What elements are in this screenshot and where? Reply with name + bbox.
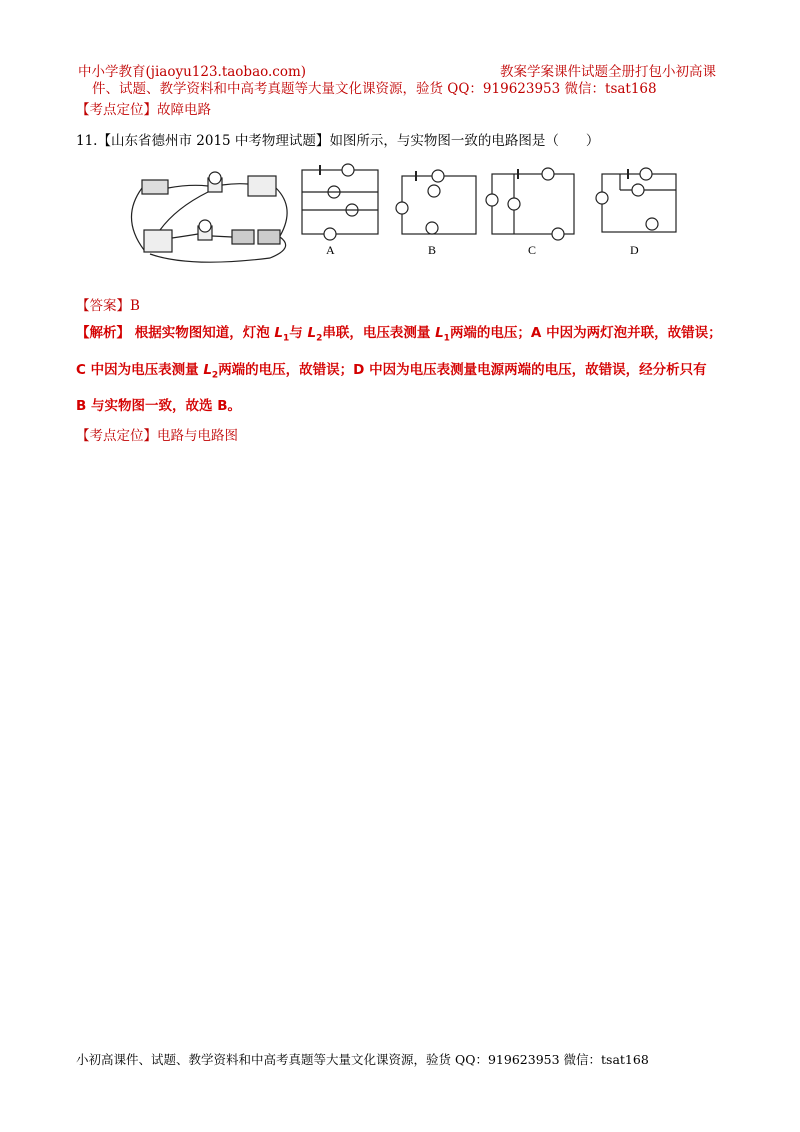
- circuit-option-c: [486, 168, 574, 240]
- page-footer: 小初高课件、试题、教学资料和中高考真题等大量文化课资源，验货 QQ：919623953 微信：tsat168: [76, 1052, 649, 1067]
- header-left: 中小学教育(jiaoyu123.taobao.com): [78, 64, 307, 80]
- circuit-option-a: [302, 164, 378, 240]
- symbol-l2-b-sub: 2: [211, 370, 219, 381]
- analysis-line-3: [76, 391, 730, 422]
- symbol-l1-b: L: [435, 325, 444, 341]
- question-source: 【山东省德州市 2015 中考物理试题】: [97, 133, 330, 149]
- prev-topic-text: 故障电路: [157, 102, 211, 118]
- answer-tag: 【答案】: [76, 298, 130, 314]
- prev-topic-tag: 【考点定位】: [76, 102, 157, 118]
- option-d-label: D: [630, 243, 639, 257]
- topic-tag: 【考点定位】: [76, 428, 157, 444]
- circuit-option-d: [596, 168, 676, 232]
- symbol-l2-sub: 2: [316, 333, 323, 344]
- symbol-l2-b: L: [203, 361, 212, 378]
- question-stem: 如图所示，与实物图一致的电路图是（ ）: [329, 133, 600, 149]
- analysis-text-2: 与: [289, 325, 308, 341]
- analysis-line-2: [76, 355, 730, 392]
- question-line: [76, 129, 599, 149]
- answer-value: B: [130, 298, 140, 314]
- option-b-label: B: [428, 243, 437, 257]
- option-c-label: C: [528, 243, 537, 257]
- option-a-label: A: [326, 243, 335, 257]
- answer-line: [76, 294, 140, 314]
- question-number: 11.: [76, 133, 98, 149]
- analysis-text-3: 串联，电压表测量: [322, 325, 436, 341]
- analysis-block: [76, 318, 730, 422]
- analysis-text-6: 两端的电压，故错误；D 中因为电压表测量电源两端的电压，故错误，经分析只有: [218, 361, 707, 378]
- analysis-text-1: 根据实物图知道，灯泡: [134, 325, 275, 341]
- symbol-l2: L: [307, 325, 317, 341]
- circuit-option-b: [396, 170, 476, 234]
- symbol-l1-b-sub: 1: [443, 333, 450, 344]
- header-right: 教案学案课件试题全册打包小初高课: [500, 64, 716, 80]
- symbol-l1: L: [274, 325, 284, 341]
- analysis-tag: 【解析】: [76, 325, 130, 341]
- analysis-text-4: 两端的电压；A 中因为两灯泡并联，故错误；: [449, 325, 722, 341]
- analysis-text-5: C 中因为电压表测量: [76, 361, 204, 378]
- prev-topic: [76, 98, 211, 118]
- header-line2: 件、试题、教学资料和中高考真题等大量文化课资源，验货 QQ：919623953 微信：tsat168: [92, 81, 657, 97]
- analysis-line-1: [76, 318, 730, 355]
- topic-line: [76, 424, 238, 444]
- physical-circuit-image: [131, 172, 287, 262]
- topic-text: 电路与电路图: [157, 428, 238, 444]
- symbol-l1-sub: 1: [283, 333, 290, 344]
- circuit-figure: [120, 158, 690, 268]
- analysis-text-7: B 与实物图一致，故选 B。: [76, 398, 241, 415]
